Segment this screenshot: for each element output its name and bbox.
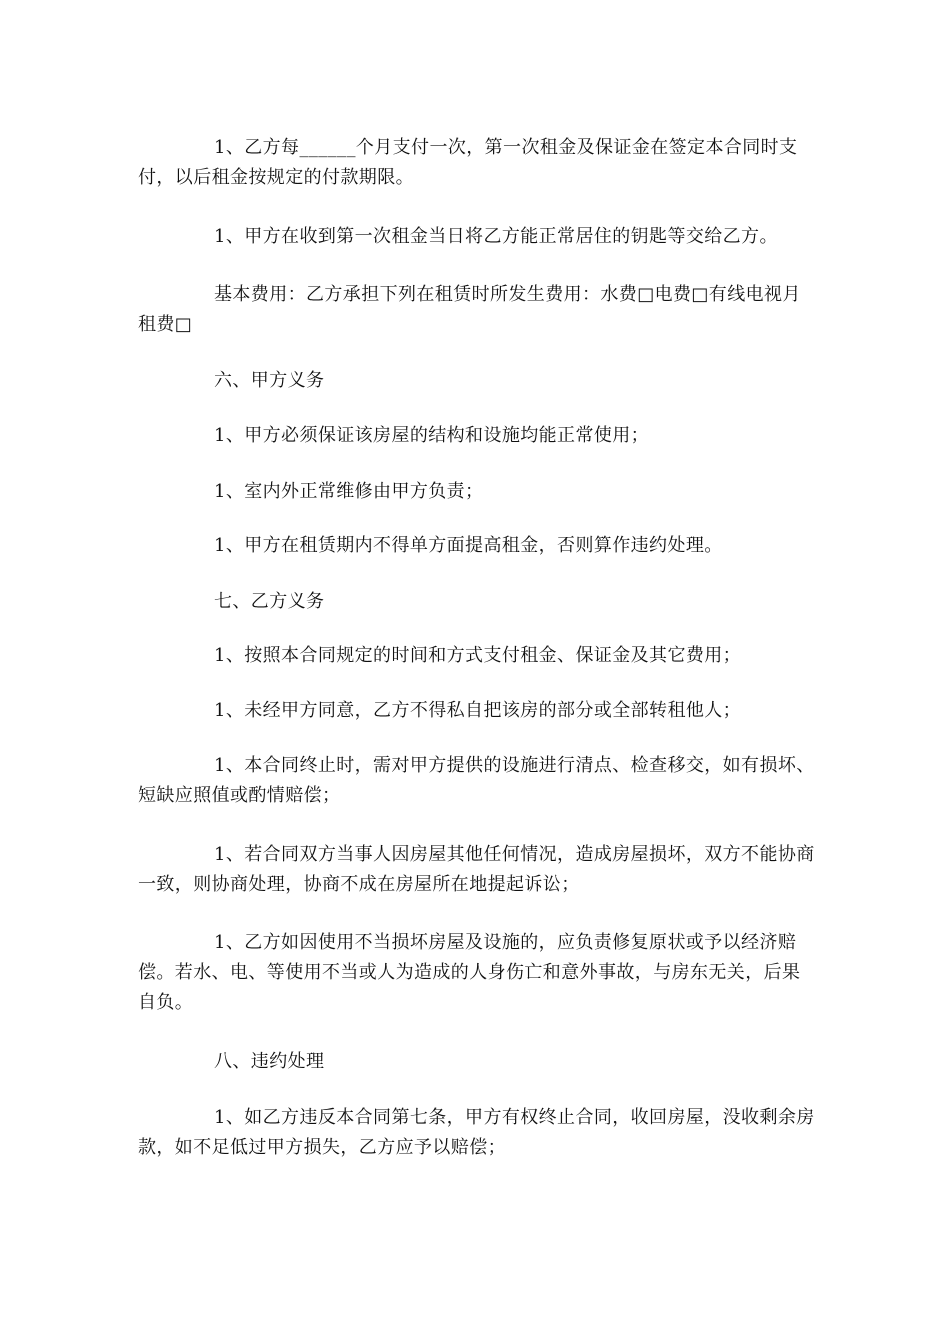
breach-item: 1、如乙方违反本合同第七条，甲方有权终止合同，收回房屋，没收剩余房款，如不足低过甲方损失，乙方应予以赔偿； xyxy=(138,1107,815,1158)
section-heading-breach: 八、违约处理 xyxy=(214,1051,325,1072)
basic-fees-paragraph: 基本费用：乙方承担下列在租赁时所发生费用：水费□电费□有线电视月租费□ xyxy=(138,284,801,335)
section-heading-landlord-obligations: 六、甲方义务 xyxy=(214,370,325,391)
landlord-obligation-item: 1、室内外正常维修由甲方负责； xyxy=(214,481,484,502)
payment-frequency-paragraph: 1、乙方每______个月支付一次，第一次租金及保证金在签定本合同时支付，以后租金按规定的付款期限。 xyxy=(138,137,798,188)
landlord-obligation-item: 1、甲方必须保证该房屋的结构和设施均能正常使用； xyxy=(214,425,650,446)
landlord-obligation-item: 1、甲方在租赁期内不得单方面提高租金，否则算作违约处理。 xyxy=(214,535,723,556)
tenant-obligation-item: 1、若合同双方当事人因房屋其他任何情况，造成房屋损坏，双方不能协商一致，则协商处理，协商不成在房屋所在地提起诉讼； xyxy=(138,844,815,895)
tenant-obligation-item: 1、本合同终止时，需对甲方提供的设施进行清点、检查移交，如有损坏、短缺应照值或酌情赔偿； xyxy=(138,755,815,806)
key-handover-paragraph: 1、甲方在收到第一次租金当日将乙方能正常居住的钥匙等交给乙方。 xyxy=(214,226,778,247)
tenant-obligation-item: 1、未经甲方同意，乙方不得私自把该房的部分或全部转租他人； xyxy=(214,700,742,721)
section-heading-tenant-obligations: 七、乙方义务 xyxy=(214,591,325,612)
tenant-obligation-item: 1、乙方如因使用不当损坏房屋及设施的，应负责修复原状或予以经济赔偿。若水、电、等使用不当或人为造成的人身伤亡和意外事故，与房东无关，后果自负。 xyxy=(138,932,801,1013)
tenant-obligation-item: 1、按照本合同规定的时间和方式支付租金、保证金及其它费用； xyxy=(214,645,742,666)
